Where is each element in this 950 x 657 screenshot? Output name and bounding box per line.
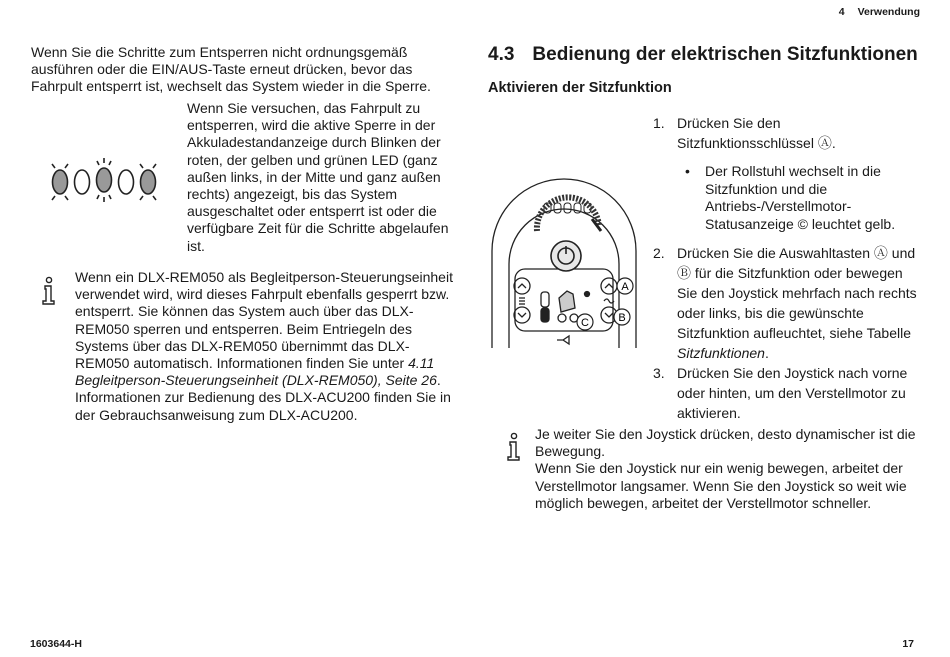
label-b: B <box>618 312 626 324</box>
bullet-mark: • <box>685 163 690 179</box>
info-icon <box>505 432 523 462</box>
step-number: 1. <box>653 115 665 131</box>
info-icon <box>40 276 58 306</box>
section-heading <box>488 44 918 66</box>
step-3: 3. Drücken Sie den Joystick nach vorne oder hinten, um den Verstellmotor zu aktivieren. <box>653 365 908 421</box>
label-a: A <box>621 281 629 293</box>
step-number: 2. <box>653 245 665 261</box>
paragraph-lock-indicator: Wenn Sie versuchen, das Fahrpult zu entsperren, wird die aktive Sperre in der Akkuladestandanzeige durch Blinken der roten, der gelben und grünen LED (ganz außen links, in der Mitte und ganz außen rechts) angezeigt, bis das System ausgeschaltet oder entsperrt ist oder die verfügbare Zeit für die Schritte abgelaufen ist. <box>187 100 449 254</box>
control-panel-figure <box>489 176 639 351</box>
horn-icon <box>557 336 569 344</box>
selection-button-left-icon <box>514 278 530 323</box>
step-1-result: • Der Rollstuhl wechselt in die Sitzfunktion und die Antriebs-/Verstellmotor-Statusanzeige © leuchtet gelb. <box>685 163 896 232</box>
led-2-icon <box>75 170 90 194</box>
led-yellow-icon <box>97 158 112 202</box>
section-number: 4.3 <box>488 44 515 65</box>
paragraph-lock-failure: Wenn Sie die Schritte zum Entsperren nicht ordnungsgemäß ausführen oder die EIN/AUS-Taste erneut drücken, bevor das Fahrpult entsperrt ist, wechselt das System wieder in die Sperre. <box>31 44 431 95</box>
info-note-remote: Wenn ein DLX-REM050 als Begleitperson-Steuerungseinheit verwendet wird, wird dieses Fahrpult ebenfalls gesperrt bzw. entsperrt. Sie können das System auch über das DLX-REM050 sperren und entsperren. Beim Entriegeln des Systems über das DLX-REM050 übernimmt das DLX-REM050 automatisch. Informationen finden Sie unter 4.11 Begleitperson-Steuerungseinheit (DLX-REM050), Seite 26. Informationen zur Bedienung des DLX-ACU200 finden Sie in der Gebrauchsanweisung zum DLX-ACU200. <box>75 269 453 423</box>
section-title: Bedienung der elektrischen Sitzfunktionen <box>532 44 918 65</box>
battery-led-indicator-figure <box>48 155 163 207</box>
joystick-icon <box>551 241 581 271</box>
led-green-icon <box>140 164 156 200</box>
table-reference: Sitzfunktionen <box>677 345 765 361</box>
page-number: 17 <box>902 638 914 650</box>
led-4-icon <box>119 170 134 194</box>
instruction-steps <box>653 113 918 423</box>
chapter-title: Verwendung <box>857 6 920 18</box>
document-id: 1603644-H <box>30 638 82 650</box>
cross-reference-link[interactable]: 4.11 Begleitperson-Steuerungseinheit (DLX-REM050), Seite 26 <box>75 355 437 389</box>
label-c: C <box>581 317 589 329</box>
info-note-joystick: Je weiter Sie den Joystick drücken, desto dynamischer ist die Bewegung. Wenn Sie den Joystick nur ein wenig bewegen, arbeitet der Verstellmotor langsamer. Wenn Sie den Joystick so weit wie möglich bewegen, arbeitet der Verstellmotor schneller. <box>535 426 916 511</box>
subsection-heading: Aktivieren der Sitzfunktion <box>488 80 672 96</box>
step-number: 3. <box>653 365 665 381</box>
led-red-icon <box>52 164 68 200</box>
chapter-number: 4 <box>838 6 845 18</box>
running-header <box>839 6 920 18</box>
step-1: 1. Drücken Sie den Sitzfunktionsschlüssel Ⓐ. • Der Rollstuhl wechselt in die Sitzfunktion und die Antriebs-/Verstellmotor-Statusanzeige © leuchtet gelb. <box>653 113 918 233</box>
step-2: 2. Drücken Sie die Auswahltasten Ⓐ und Ⓑ für die Sitzfunktion oder bewegen Sie den Joystick mehrfach nach rechts oder links, bis die gewünschte Sitzfunktion aufleuchtet, siehe Tabelle Sitzfunktionen. <box>653 245 917 361</box>
